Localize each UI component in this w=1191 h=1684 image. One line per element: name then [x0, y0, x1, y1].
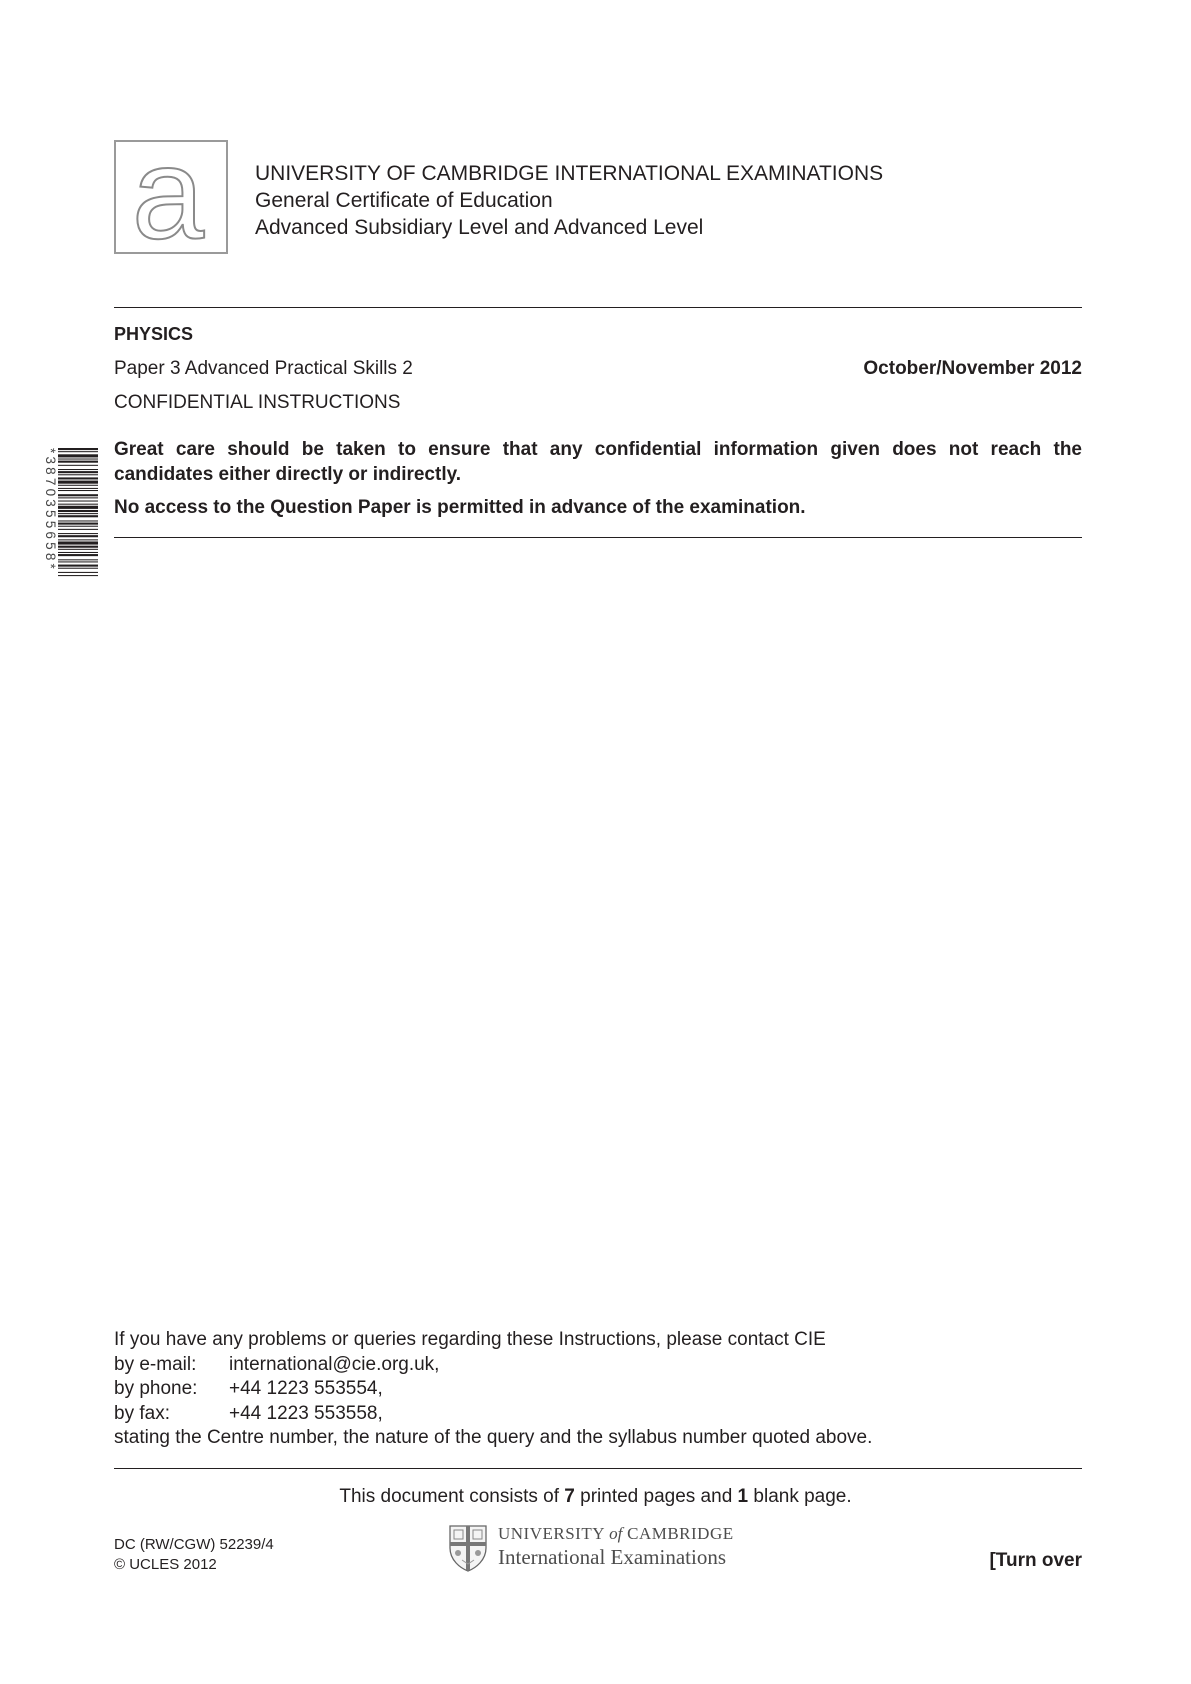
footer-divider: [114, 1468, 1082, 1469]
barcode-bar: [58, 546, 98, 548]
barcode-bar: [58, 559, 98, 560]
confidentiality-warning: Great care should be taken to ensure that any confidential information given does not reach the candidates either directly or indirectly.: [114, 439, 1082, 485]
barcode-bar: [58, 554, 98, 556]
contact-info: [114, 1328, 872, 1451]
barcode-bar: [58, 549, 98, 550]
publisher-name-part: CAMBRIDGE: [622, 1524, 734, 1543]
barcode-number: *3870355658*: [43, 448, 58, 572]
barcode-bar: [58, 471, 98, 473]
publisher-logo: [498, 1524, 734, 1570]
document-type: CONFIDENTIAL INSTRUCTIONS: [114, 392, 401, 413]
barcode-bar: [58, 477, 98, 479]
publisher-subtitle: International Examinations: [498, 1545, 727, 1569]
contact-fax-row: [114, 1402, 872, 1427]
barcode-bar: [58, 481, 98, 484]
email-label: by e-mail:: [114, 1353, 197, 1375]
email-address[interactable]: international@cie.org.uk,: [229, 1353, 440, 1375]
blank-page-count: 1: [737, 1486, 749, 1507]
barcode-bar: [58, 474, 98, 475]
fax-label: by fax:: [114, 1402, 170, 1424]
barcode-bar: [58, 494, 98, 496]
qualification-level: Advanced Subsidiary Level and Advanced Level: [255, 216, 704, 239]
barcode-bar: [58, 497, 98, 498]
barcode-bar: [58, 526, 98, 527]
barcode-bar: [58, 561, 98, 562]
access-warning: No access to the Question Paper is permitted in advance of the examination.: [114, 497, 806, 518]
phone-label: by phone:: [114, 1378, 198, 1399]
page-count-text: printed pages and: [574, 1486, 738, 1507]
turn-over-note: [Turn over: [989, 1550, 1082, 1571]
qualification: General Certificate of Education: [255, 189, 553, 212]
top-divider: [114, 307, 1082, 308]
barcode-bar: [58, 568, 98, 569]
subject-title: PHYSICS: [114, 324, 194, 344]
barcode-bar: [58, 490, 98, 491]
document-code: [114, 1535, 274, 1575]
page-count-text: blank page.: [748, 1486, 852, 1507]
barcode-bar: [58, 469, 98, 470]
board-name: UNIVERSITY OF CAMBRIDGE INTERNATIONAL EXAMINATIONS: [255, 162, 884, 185]
copyright: © UCLES 2012: [114, 1556, 217, 1573]
document-reference: DC (RW/CGW) 52239/4: [114, 1536, 274, 1553]
logo-letter: a: [131, 142, 205, 252]
publisher-name: [498, 1524, 734, 1544]
contact-intro: If you have any problems or queries regarding these Instructions, please contact CIE: [114, 1329, 826, 1350]
barcode-bar: [58, 539, 98, 540]
exam-session: October/November 2012: [863, 358, 1082, 379]
barcode-bar: [58, 454, 98, 457]
university-crest-icon: [448, 1524, 488, 1572]
contact-phone-row: [114, 1377, 872, 1402]
bottom-divider: [114, 537, 1082, 538]
contact-outro: stating the Centre number, the nature of the query and the syllabus number quoted above.: [114, 1427, 873, 1448]
page-count-text: This document consists of: [339, 1486, 565, 1507]
barcode-bar: [58, 520, 98, 521]
publisher-name-part: UNIVERSITY: [498, 1524, 610, 1543]
barcode-bar: [58, 529, 98, 530]
board-heading: [255, 160, 883, 241]
barcode-bar: [58, 448, 98, 450]
barcode-bar: [58, 504, 98, 505]
barcode-bar: [58, 513, 98, 514]
publisher-name-part: of: [609, 1524, 623, 1543]
barcode-bar: [58, 572, 98, 573]
barcode: [40, 448, 98, 680]
exam-board-logo: [114, 140, 228, 254]
barcode-bar: [58, 552, 98, 553]
barcode-bar: [58, 461, 98, 463]
printed-page-count: 7: [564, 1486, 575, 1507]
barcode-bar: [58, 515, 98, 517]
barcode-bar: [58, 510, 98, 512]
contact-email-row: [114, 1353, 872, 1378]
barcode-bar: [58, 501, 98, 502]
barcode-bar: [58, 535, 98, 537]
barcode-bar: [58, 541, 98, 544]
barcode-bar: [58, 575, 98, 576]
paper-title: Paper 3 Advanced Practical Skills 2: [114, 358, 413, 379]
phone-number: +44 1223 553554,: [229, 1378, 383, 1399]
page-count-note: [0, 1486, 1191, 1508]
barcode-bar: [58, 565, 98, 567]
barcode-bar: [58, 523, 98, 525]
barcode-bar: [58, 533, 98, 534]
barcode-bar: [58, 465, 98, 466]
fax-number: +44 1223 553558,: [229, 1402, 383, 1424]
barcode-bar: [58, 506, 98, 509]
barcode-bar: [58, 451, 98, 452]
barcode-bar: [58, 488, 98, 489]
barcode-bar: [58, 459, 98, 460]
barcode-bar: [58, 485, 98, 486]
barcode-bars: [58, 448, 98, 576]
